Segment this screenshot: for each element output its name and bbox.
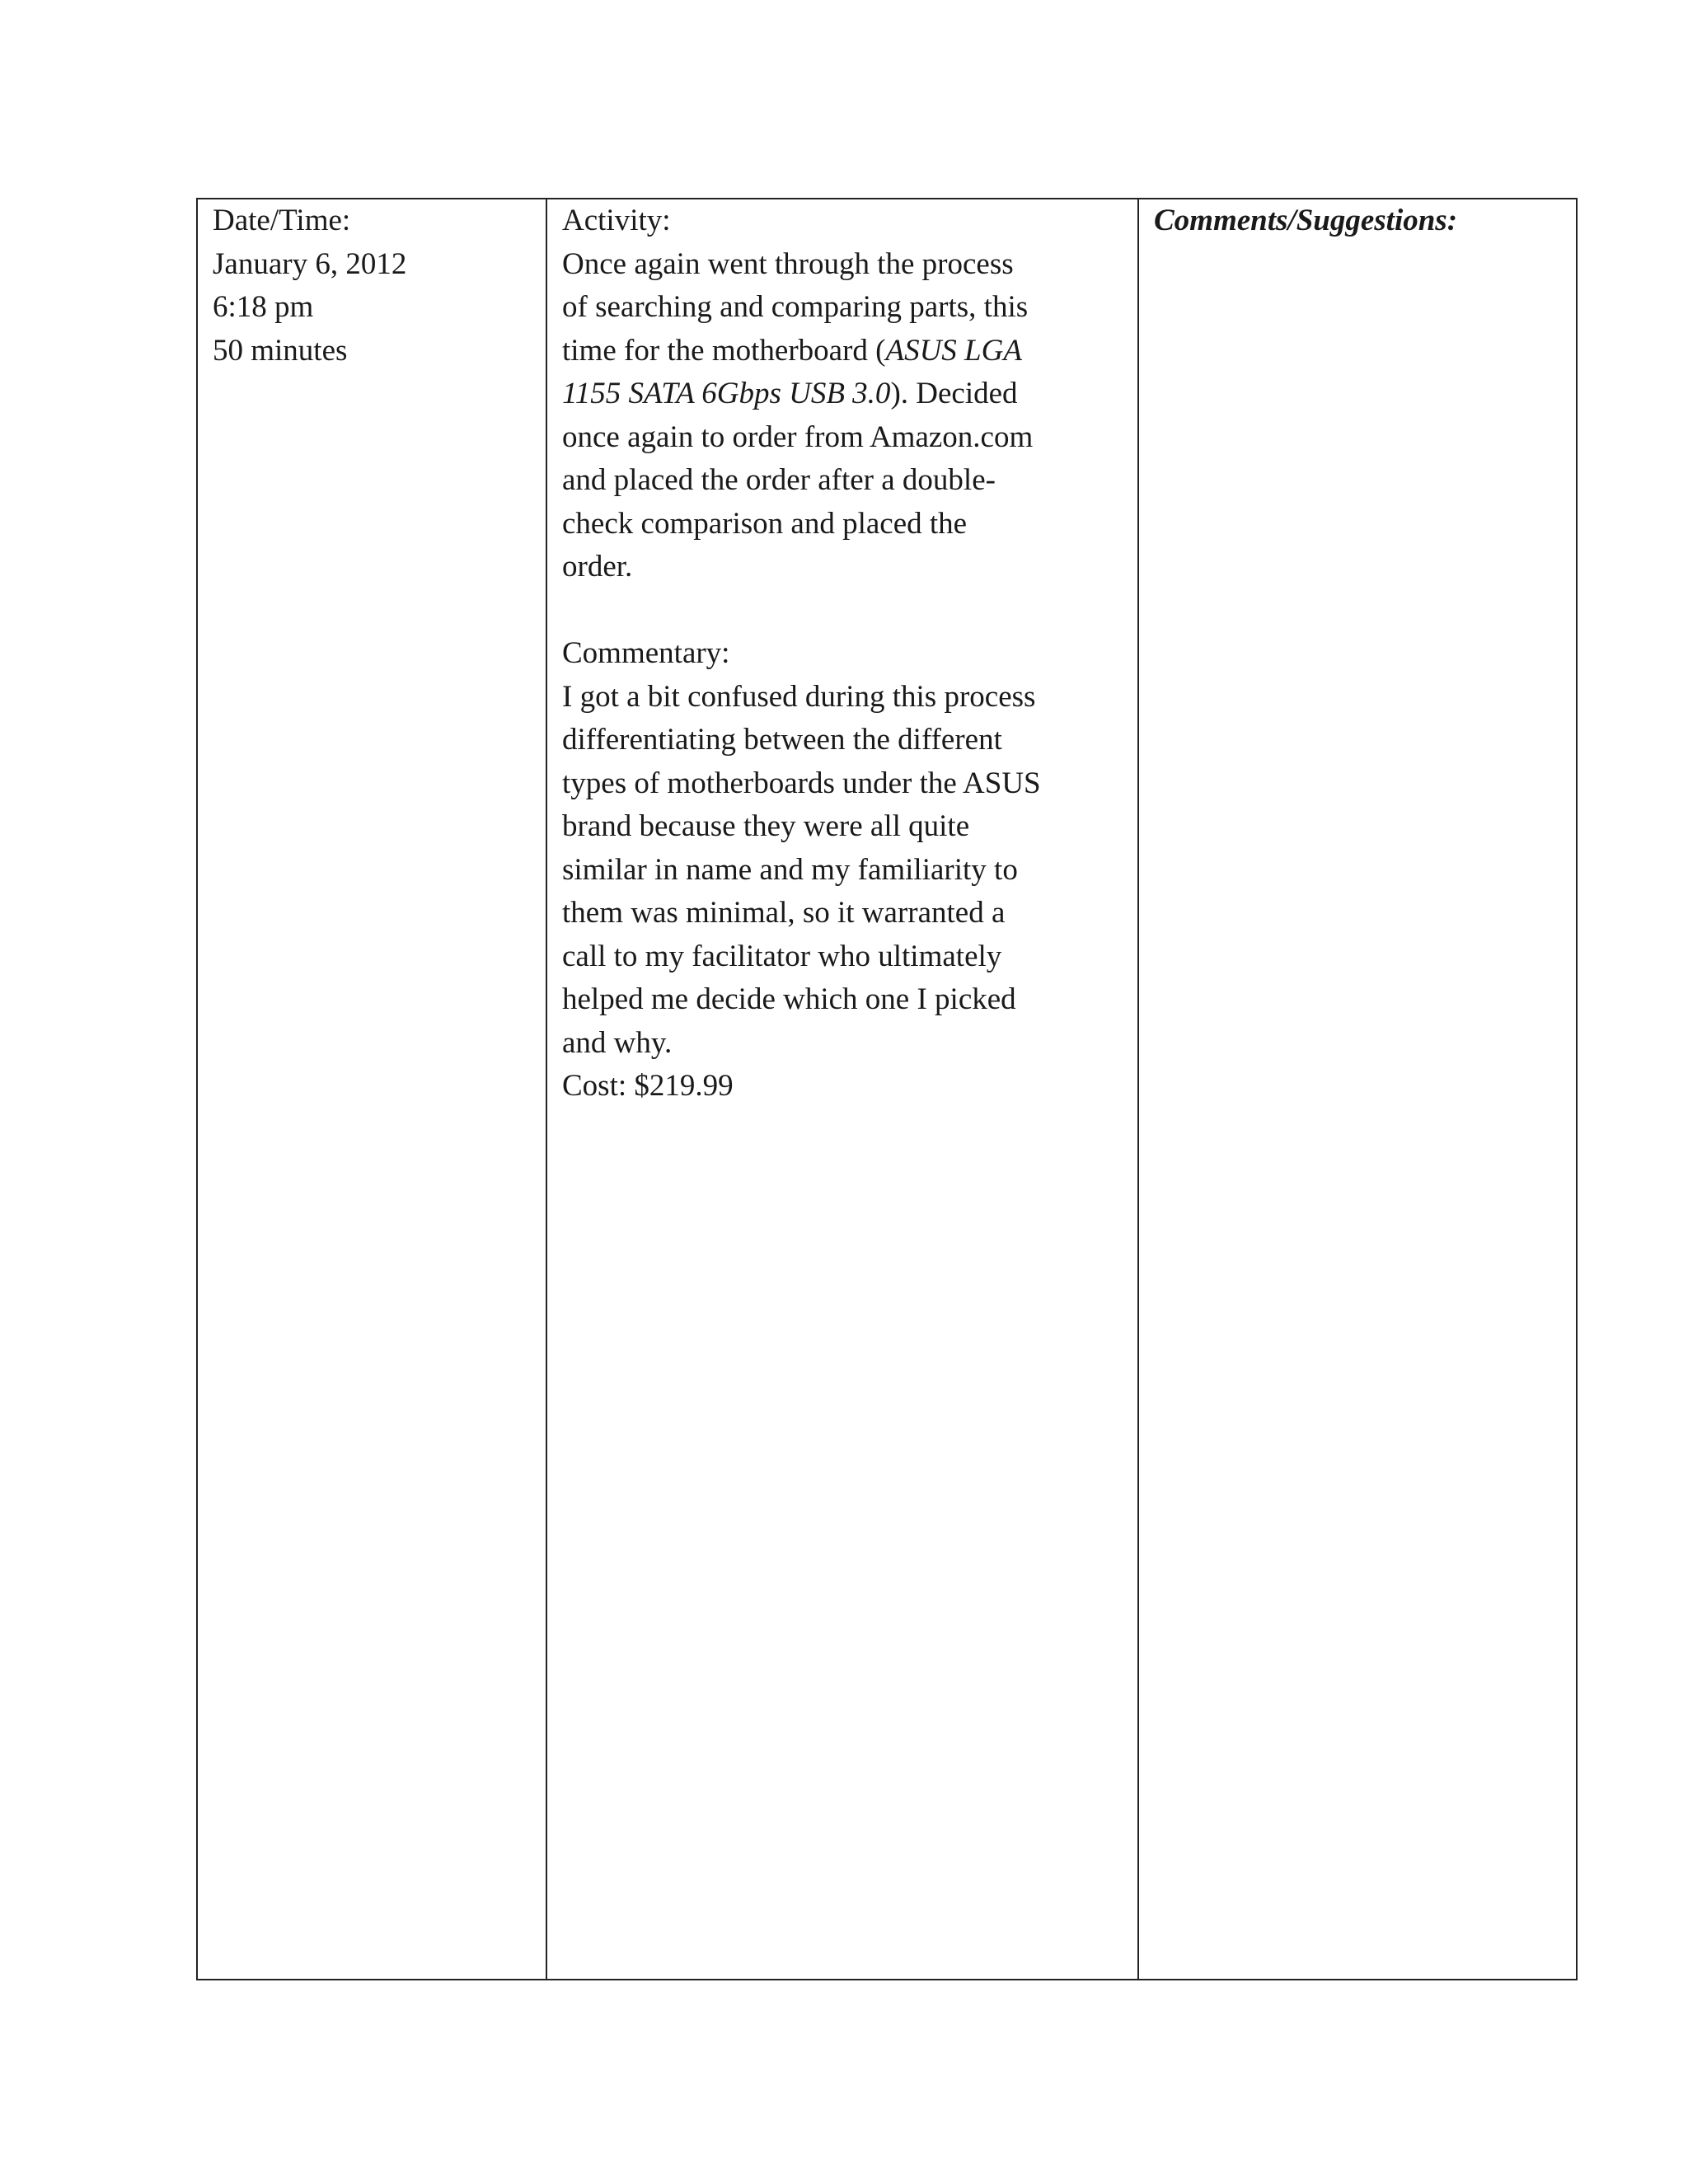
paragraph-spacer [562,589,1126,633]
activity-line: time for the motherboard (ASUS LGA [562,333,1022,368]
commentary-line: brand because they were all quite [562,809,970,843]
activity-heading: Activity: [562,204,671,237]
cost-line: Cost: $219.99 [562,1069,734,1103]
activity-cell [546,199,1138,1980]
commentary-line: differentiating between the different [562,723,1002,757]
commentary-line: them was minimal, so it warranted a [562,896,1006,930]
commentary-line: and why. [562,1025,673,1060]
commentary-line: call to my facilitator who ultimately [562,939,1002,973]
activity-line: order. [562,550,633,583]
activity-line: 1155 SATA 6Gbps USB 3.0). Decided [562,377,1018,410]
commentary-line: helped me decide which one I picked [562,982,1016,1016]
date-time-heading: Date/Time: [213,204,351,237]
comments-cell [1138,199,1577,1980]
activity-line: check comparison and placed the [562,506,968,541]
log-entry-row [197,199,1577,1980]
commentary-line: I got a bit confused during this process [562,679,1036,714]
date-time-cell [197,199,546,1980]
activity-line: once again to order from Amazon.com [562,419,1034,454]
commentary-heading: Commentary: [562,636,730,670]
commentary-line: similar in name and my familiarity to [562,852,1018,887]
activity-line: Once again went through the process [562,246,1014,281]
product-name-part: 1155 SATA 6Gbps USB 3.0 [562,377,891,410]
log-entry-table [196,198,1578,1980]
entry-duration: 50 minutes [213,333,348,368]
activity-line: and placed the order after a double- [562,463,996,497]
entry-date: January 6, 2012 [213,246,407,281]
comments-heading: Comments/Suggestions: [1154,204,1458,237]
entry-time: 6:18 pm [213,290,314,324]
activity-description [562,243,1126,589]
commentary-text [562,676,1126,1066]
commentary-line: types of motherboards under the ASUS [562,766,1041,800]
product-name-part: ASUS LGA [885,333,1022,368]
activity-line: of searching and comparing parts, this [562,290,1029,324]
